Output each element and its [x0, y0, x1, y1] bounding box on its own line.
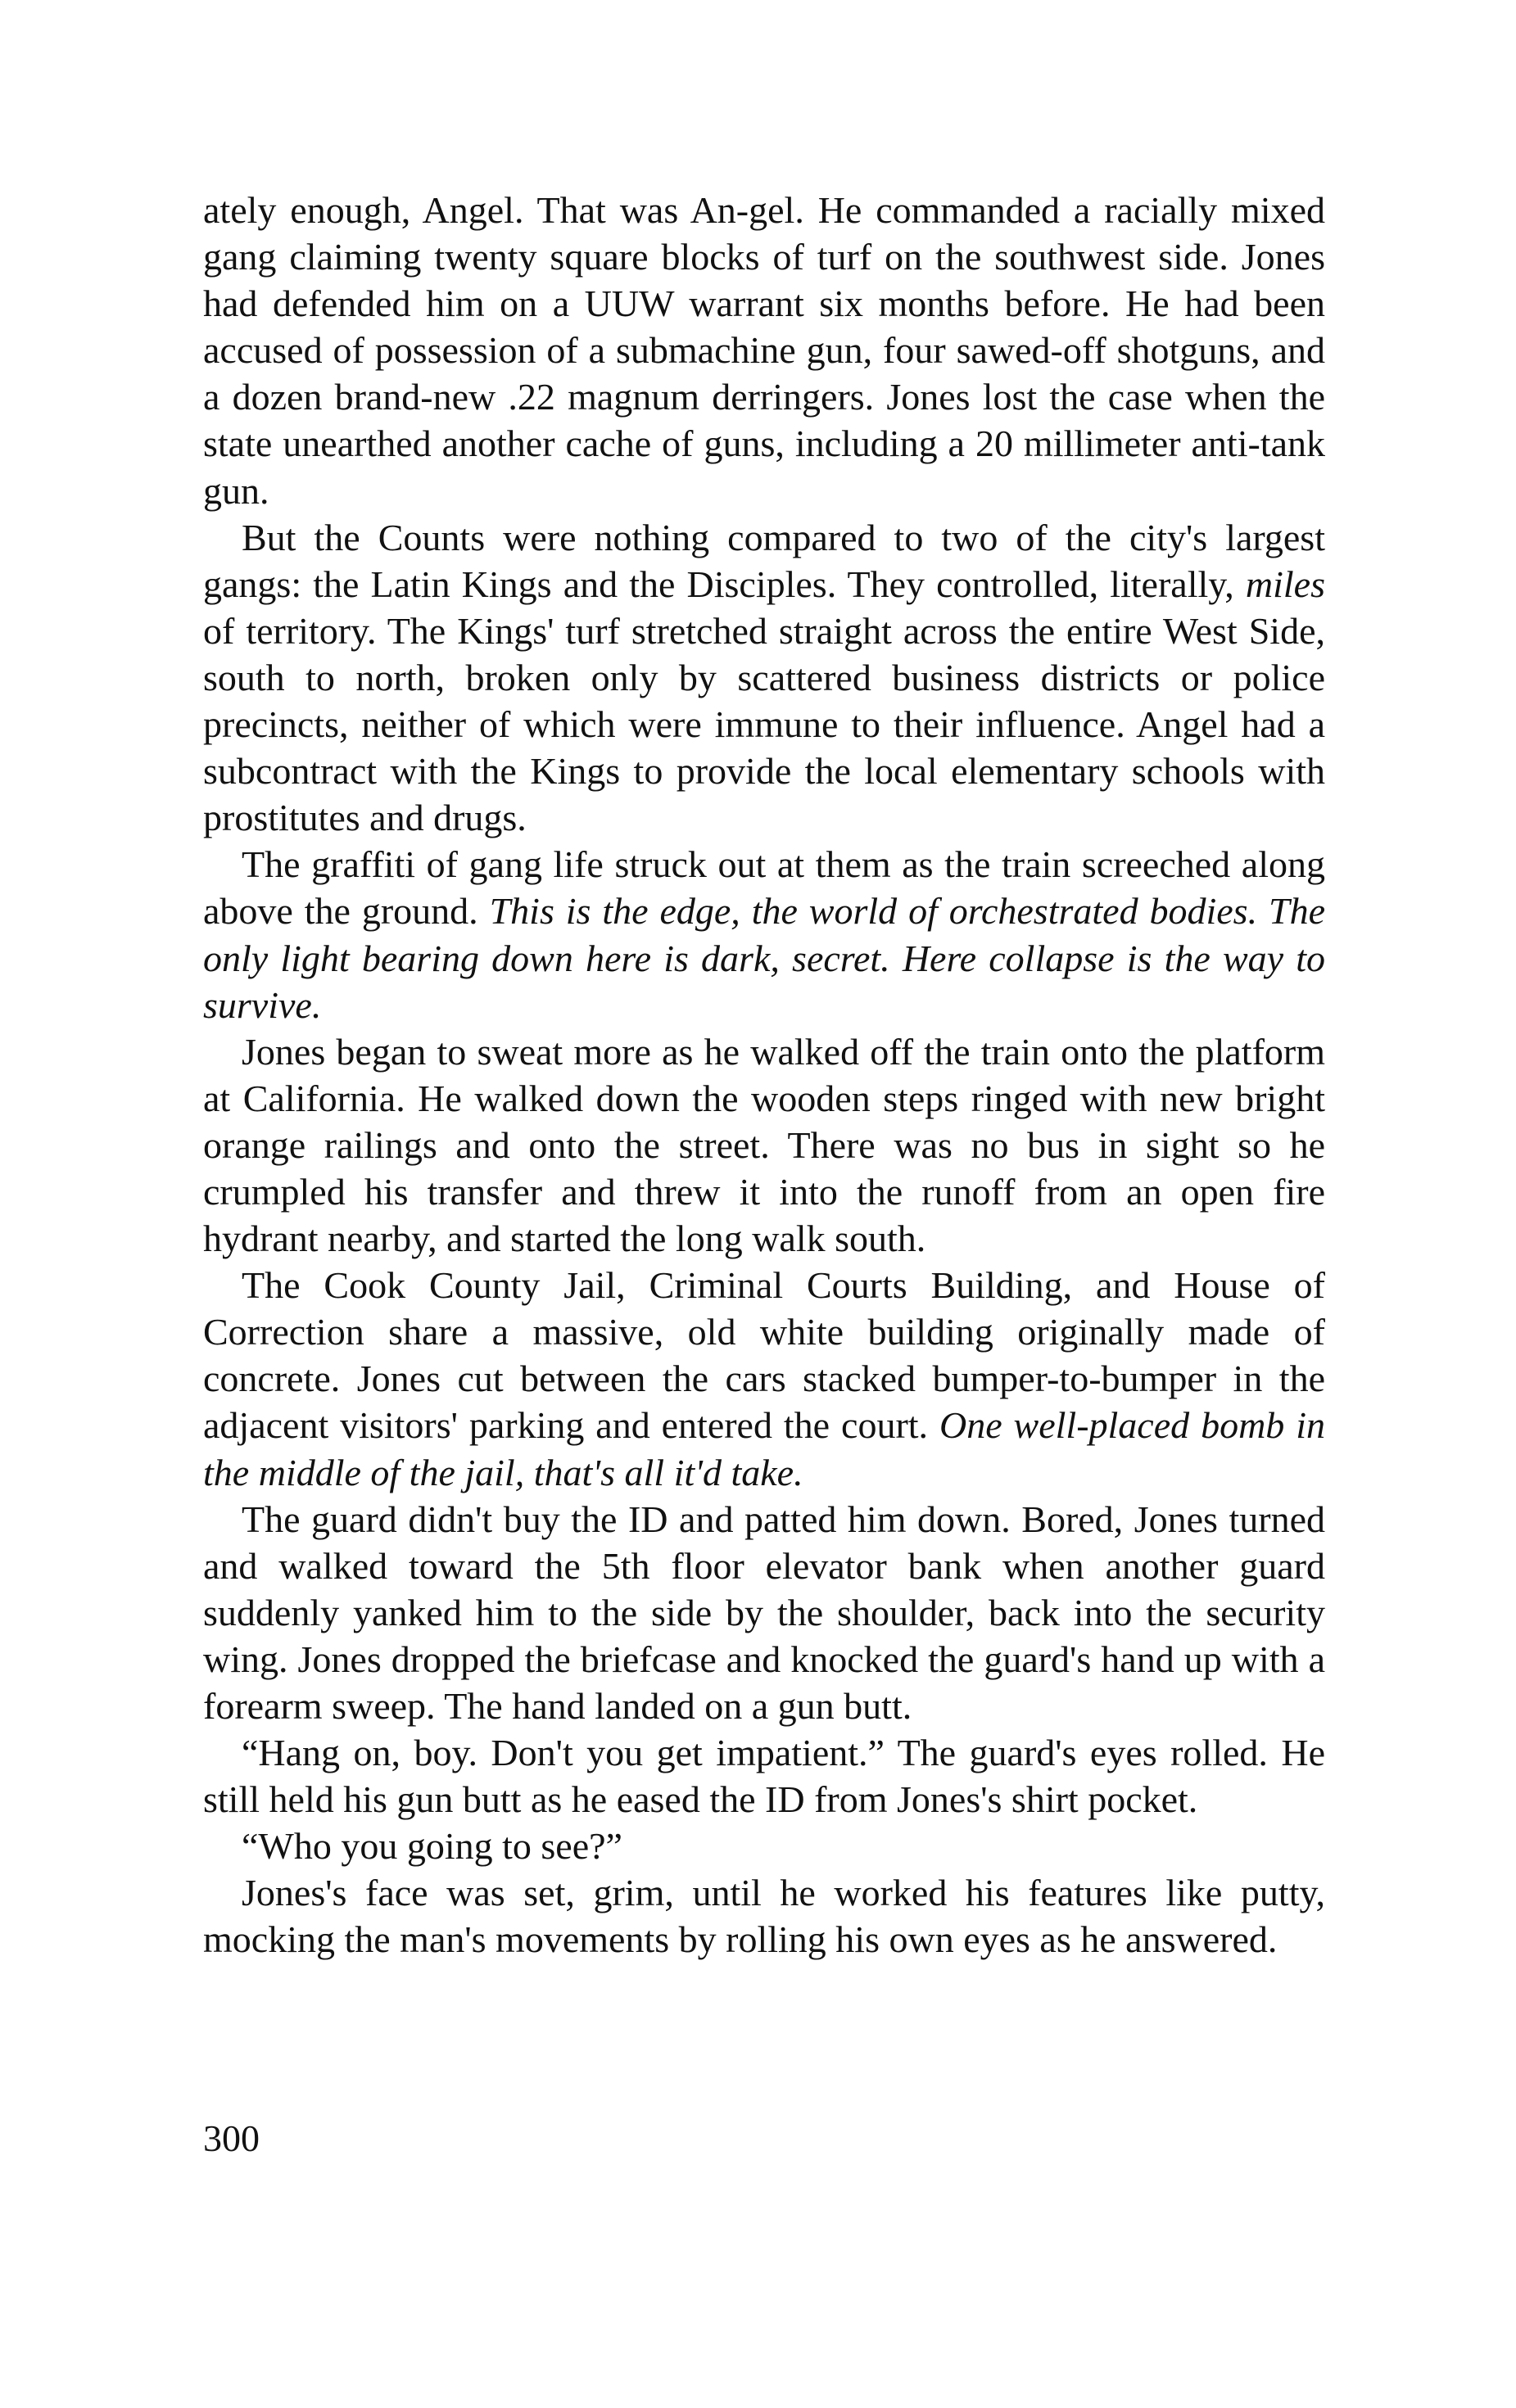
paragraph — [203, 1262, 1325, 1495]
paragraph — [203, 1823, 1325, 1869]
text-run: ately enough, Angel. That was An-gel. He commanded a racially mixed gang claiming twenty square blocks of turf on the southwest side. Jones had defended him on a UUW warrant six months before. He had been accused of possession of a submachine gun, four sawed-off shotguns, and a dozen brand-new .22 magnum derringers. Jones lost the case when the state unearthed another cache of guns, including a 20 millimeter anti-tank gun. — [203, 189, 1325, 512]
text-run: Jones's face was set, grim, until he worked his features like putty, mocking the man's movements by rolling his own eyes as he answered. — [203, 1872, 1325, 1961]
body-text — [203, 187, 1325, 1963]
text-run: “Who you going to see?” — [242, 1825, 622, 1868]
paragraph — [203, 514, 1325, 842]
text-run: The Cook County Jail, Criminal Courts Building, and House of Correction share a massive, old white building originally made of concrete. Jones cut between the cars stacked bumper-to-bumper in the adjacent visitors' parking and entered the court. — [203, 1264, 1325, 1447]
page-number: 300 — [203, 2117, 260, 2159]
paragraph — [203, 841, 1325, 1028]
text-run: The graffiti of gang life struck out at them as the train screeched along above the ground. — [203, 843, 1325, 933]
text-run: “Hang on, boy. Don't you get impatient.” The guard's eyes rolled. He still held his gun butt as he eased the ID from Jones's shirt pocket. — [203, 1732, 1325, 1821]
paragraph — [203, 1729, 1325, 1823]
text-run: But the Counts were nothing compared to two of the city's largest gangs: the Latin Kings and the Disciples. They controlled, literally, — [203, 516, 1325, 605]
italic-text: This is the edge, the world of orchestrated bodies. The only light bearing down here is dark, secret. Here collapse is the way to survive. — [203, 890, 1325, 1026]
paragraph — [203, 187, 1325, 514]
italic-text: miles — [1245, 562, 1325, 605]
text-run: The guard didn't buy the ID and patted him down. Bored, Jones turned and walked toward the 5th floor elevator bank when another guard suddenly yanked him to the side by the shoulder, back into the security wing. Jones dropped the briefcase and knocked the guard's hand up with a forearm sweep. The hand landed on a gun butt. — [203, 1498, 1325, 1727]
paragraph — [203, 1028, 1325, 1262]
text-run: of territory. The Kings' turf stretched straight across the entire West Side, south to north, broken only by scattered business districts or police precincts, neither of which were immune to their influence. Angel had a subcontract with the Kings to provide the local elementary schools with prostitutes and drugs. — [203, 609, 1325, 839]
paragraph — [203, 1496, 1325, 1729]
italic-text: One well-placed bomb in the middle of the jail, that's all it'd take. — [203, 1404, 1325, 1493]
paragraph — [203, 1869, 1325, 1963]
text-run: Jones began to sweat more as he walked off the train onto the platform at California. He walked down the wooden steps ringed with new bright orange railings and onto the street. There was no bus in sight so he crumpled his transfer and threw it into the runoff from an open fire hydrant nearby, and started the long walk south. — [203, 1030, 1325, 1260]
